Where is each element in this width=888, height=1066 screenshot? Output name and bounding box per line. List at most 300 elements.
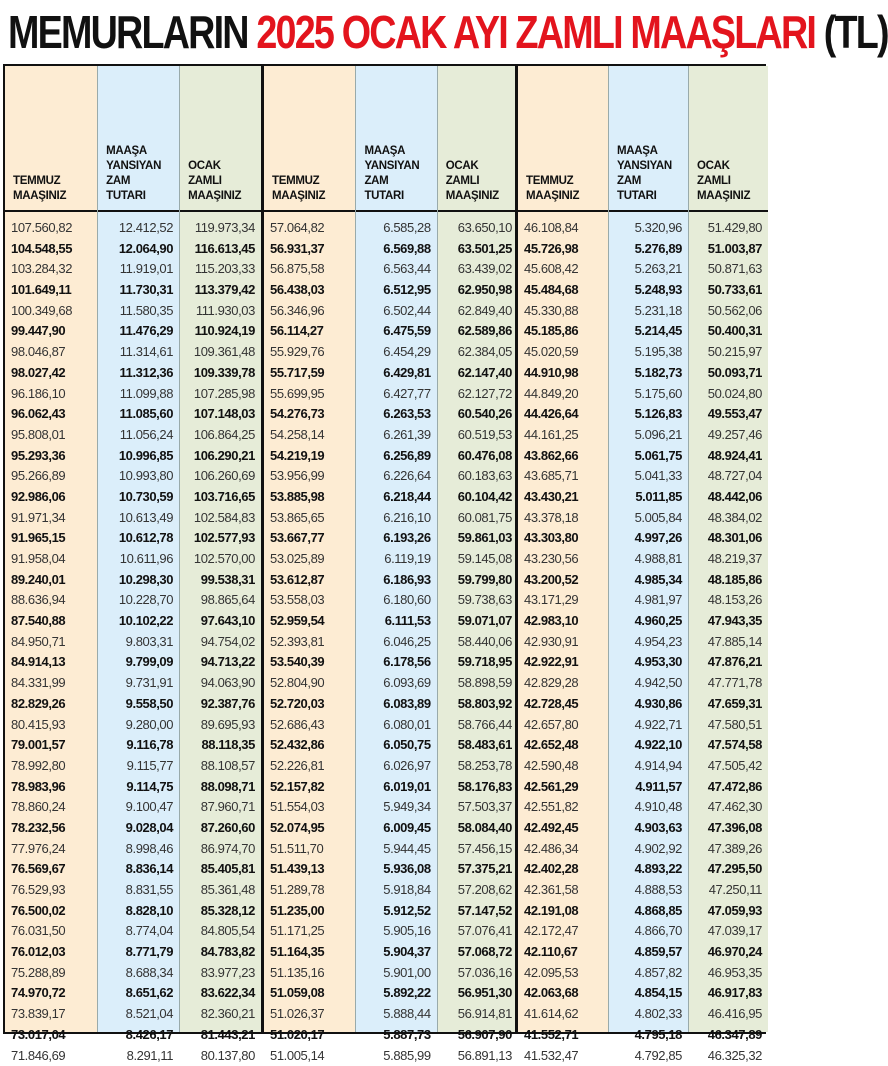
table-cell: 5.263,21 [609,259,688,280]
table-cell: 80.137,80 [180,1046,261,1066]
table-cell: 50.733,61 [689,280,768,301]
table-cell: 82.360,21 [180,1004,261,1025]
table-cell: 51.289,78 [264,880,355,901]
table-cell: 102.584,83 [180,508,261,529]
table-cell: 101.649,11 [5,280,97,301]
table-cell: 47.659,31 [689,694,768,715]
table-cell: 47.505,42 [689,756,768,777]
table-cell: 87.960,71 [180,797,261,818]
table-cell: 42.922,91 [518,652,608,673]
table-cell: 9.731,91 [98,673,179,694]
table-cell: 9.028,04 [98,818,179,839]
table-cell: 42.172,47 [518,921,608,942]
table-cell: 5.901,00 [356,963,436,984]
title-part-date: 2025 OCAK AYI ZAMLI MAAŞLARI [256,6,823,58]
table-cell: 98.027,42 [5,363,97,384]
table-cell: 96.186,10 [5,384,97,405]
table-cell: 84.914,13 [5,652,97,673]
table-cell: 51.511,70 [264,839,355,860]
table-cell: 59.861,03 [438,528,518,549]
table-cell: 42.728,45 [518,694,608,715]
table-cell: 115.203,33 [180,259,261,280]
table-cell: 84.331,99 [5,673,97,694]
column-header-label: TEMMUZ MAAŞINIZ [272,174,325,204]
temmuz-maas-column [518,66,608,1032]
table-cell: 50.024,80 [689,384,768,405]
table-cell: 58.766,44 [438,715,518,736]
table-cell: 52.157,82 [264,777,355,798]
table-cell: 45.726,98 [518,239,608,260]
table-cell: 6.502,44 [356,301,436,322]
table-cell: 4.857,82 [609,963,688,984]
table-cell: 10.611,96 [98,549,179,570]
table-cell: 48.301,06 [689,528,768,549]
table-cell: 4.960,25 [609,611,688,632]
table-cell: 6.569,88 [356,239,436,260]
table-cell: 6.186,93 [356,570,436,591]
table-cell: 5.949,34 [356,797,436,818]
table-cell: 42.361,58 [518,880,608,901]
table-cell: 47.771,78 [689,673,768,694]
zam-tutari-column [608,66,688,1032]
table-cell: 51.164,35 [264,942,355,963]
table-cell: 89.240,01 [5,570,97,591]
table-cell: 87.260,60 [180,818,261,839]
table-cell: 52.226,81 [264,756,355,777]
table-cell: 42.551,82 [518,797,608,818]
table-cell: 43.303,80 [518,528,608,549]
table-cell: 6.218,44 [356,487,436,508]
table-cell: 60.476,08 [438,446,518,467]
table-cell: 52.686,43 [264,715,355,736]
ocak-zamli-maas-column [179,66,261,1032]
table-cell: 49.257,46 [689,425,768,446]
table-cell: 4.854,15 [609,983,688,1004]
table-cell: 83.977,23 [180,963,261,984]
table-cell: 53.865,65 [264,508,355,529]
table-cell: 100.349,68 [5,301,97,322]
table-cell: 41.552,71 [518,1025,608,1046]
table-cell: 47.885,14 [689,632,768,653]
table-cell: 4.981,97 [609,590,688,611]
table-cell: 5.888,44 [356,1004,436,1025]
zam-tutari-column [355,66,436,1032]
table-cell: 56.891,13 [438,1046,518,1066]
table-cell: 8.651,62 [98,983,179,1004]
table-cell: 51.429,80 [689,218,768,239]
table-cell: 5.320,96 [609,218,688,239]
table-cell: 42.191,08 [518,901,608,922]
table-cell: 76.031,50 [5,921,97,942]
table-cell: 46.953,35 [689,963,768,984]
table-cell: 99.538,31 [180,570,261,591]
table-cell: 50.093,71 [689,363,768,384]
table-cell: 6.119,19 [356,549,436,570]
table-cell: 5.182,73 [609,363,688,384]
table-cell: 91.965,15 [5,528,97,549]
table-cell: 51.171,25 [264,921,355,942]
table-cell: 77.976,24 [5,839,97,860]
table-cell: 60.104,42 [438,487,518,508]
table-cell: 48.153,26 [689,590,768,611]
table-cell: 42.063,68 [518,983,608,1004]
table-cell: 6.512,95 [356,280,436,301]
table-cell: 11.056,24 [98,425,179,446]
table-cell: 43.200,52 [518,570,608,591]
table-cell: 89.695,93 [180,715,261,736]
table-cell: 4.910,48 [609,797,688,818]
table-cell: 6.263,53 [356,404,436,425]
table-cell: 10.996,85 [98,446,179,467]
table-cell: 6.046,25 [356,632,436,653]
table-cell: 5.126,83 [609,404,688,425]
table-cell: 4.922,71 [609,715,688,736]
column-values [609,212,688,1066]
table-cell: 109.339,78 [180,363,261,384]
table-cell: 102.570,00 [180,549,261,570]
table-cell: 6.178,56 [356,652,436,673]
table-cell: 71.846,69 [5,1046,97,1066]
table-cell: 9.116,78 [98,735,179,756]
title-part-currency: (TL) [824,6,888,58]
table-cell: 47.876,21 [689,652,768,673]
table-cell: 88.098,71 [180,777,261,798]
table-cell: 88.636,94 [5,590,97,611]
table-cell: 50.400,31 [689,321,768,342]
table-cell: 6.083,89 [356,694,436,715]
table-cell: 58.483,61 [438,735,518,756]
table-cell: 9.100,47 [98,797,179,818]
table-cell: 6.009,45 [356,818,436,839]
table-cell: 43.685,71 [518,466,608,487]
table-cell: 43.430,21 [518,487,608,508]
table-cell: 48.185,86 [689,570,768,591]
table-cell: 75.288,89 [5,963,97,984]
column-values [438,212,518,1066]
table-cell: 45.020,59 [518,342,608,363]
table-cell: 46.325,32 [689,1046,768,1066]
table-cell: 107.148,03 [180,404,261,425]
table-cell: 62.147,40 [438,363,518,384]
table-cell: 53.558,03 [264,590,355,611]
table-cell: 42.590,48 [518,756,608,777]
table-cell: 43.230,56 [518,549,608,570]
table-cell: 63.439,02 [438,259,518,280]
table-cell: 42.657,80 [518,715,608,736]
table-cell: 106.864,25 [180,425,261,446]
ocak-zamli-maas-column [688,66,768,1032]
table-cell: 51.059,08 [264,983,355,1004]
table-cell: 56.931,37 [264,239,355,260]
table-cell: 51.439,13 [264,859,355,880]
table-cell: 107.285,98 [180,384,261,405]
table-cell: 8.831,55 [98,880,179,901]
table-cell: 76.500,02 [5,901,97,922]
table-cell: 4.954,23 [609,632,688,653]
table-cell: 5.214,45 [609,321,688,342]
table-cell: 47.472,86 [689,777,768,798]
table-cell: 5.005,84 [609,508,688,529]
table-cell: 11.476,29 [98,321,179,342]
table-cell: 59.799,80 [438,570,518,591]
column-header-label: MAAŞA YANSIYAN ZAM TUTARI [106,144,161,204]
table-cell: 57.208,62 [438,880,518,901]
column-header-label: MAAŞA YANSIYAN ZAM TUTARI [364,144,419,204]
table-cell: 44.426,64 [518,404,608,425]
table-cell: 6.111,53 [356,611,436,632]
table-cell: 47.943,35 [689,611,768,632]
column-header [356,66,436,212]
column-group-2 [261,66,518,1032]
table-cell: 62.384,05 [438,342,518,363]
table-cell: 5.904,37 [356,942,436,963]
table-cell: 103.284,32 [5,259,97,280]
table-cell: 60.081,75 [438,508,518,529]
table-cell: 8.688,34 [98,963,179,984]
table-cell: 4.903,63 [609,818,688,839]
table-cell: 51.554,03 [264,797,355,818]
table-cell: 8.771,79 [98,942,179,963]
table-cell: 47.059,93 [689,901,768,922]
table-cell: 4.922,10 [609,735,688,756]
table-cell: 6.427,77 [356,384,436,405]
table-cell: 94.713,22 [180,652,261,673]
table-cell: 10.993,80 [98,466,179,487]
table-cell: 46.108,84 [518,218,608,239]
table-cell: 58.803,92 [438,694,518,715]
table-cell: 42.486,34 [518,839,608,860]
table-cell: 59.071,07 [438,611,518,632]
table-cell: 50.215,97 [689,342,768,363]
table-cell: 51.026,37 [264,1004,355,1025]
table-cell: 57.064,82 [264,218,355,239]
table-cell: 4.942,50 [609,673,688,694]
table-cell: 5.892,22 [356,983,436,1004]
table-cell: 56.346,96 [264,301,355,322]
table-cell: 10.612,78 [98,528,179,549]
table-cell: 60.183,63 [438,466,518,487]
table-cell: 85.405,81 [180,859,261,880]
column-group-3 [515,66,768,1032]
table-cell: 42.561,29 [518,777,608,798]
table-cell: 62.127,72 [438,384,518,405]
table-cell: 78.983,96 [5,777,97,798]
table-cell: 59.718,95 [438,652,518,673]
table-cell: 47.580,51 [689,715,768,736]
table-cell: 4.868,85 [609,901,688,922]
table-cell: 94.754,02 [180,632,261,653]
table-cell: 6.180,60 [356,590,436,611]
table-cell: 4.914,94 [609,756,688,777]
table-cell: 63.650,10 [438,218,518,239]
table-cell: 43.862,66 [518,446,608,467]
table-cell: 56.114,27 [264,321,355,342]
table-cell: 84.805,54 [180,921,261,942]
table-cell: 92.387,76 [180,694,261,715]
table-cell: 73.839,17 [5,1004,97,1025]
table-cell: 119.973,34 [180,218,261,239]
table-cell: 103.716,65 [180,487,261,508]
table-cell: 52.432,86 [264,735,355,756]
table-cell: 8.291,11 [98,1046,179,1066]
table-cell: 10.228,70 [98,590,179,611]
table-cell: 4.997,26 [609,528,688,549]
table-cell: 56.438,03 [264,280,355,301]
table-cell: 55.699,95 [264,384,355,405]
table-cell: 106.260,69 [180,466,261,487]
table-cell: 42.110,67 [518,942,608,963]
table-cell: 5.944,45 [356,839,436,860]
table-cell: 54.219,19 [264,446,355,467]
temmuz-maas-column [5,66,97,1032]
column-header-label: MAAŞA YANSIYAN ZAM TUTARI [617,144,672,204]
column-header [518,66,608,212]
table-cell: 5.061,75 [609,446,688,467]
table-cell: 6.585,28 [356,218,436,239]
table-cell: 94.063,90 [180,673,261,694]
table-cell: 86.974,70 [180,839,261,860]
table-cell: 56.875,58 [264,259,355,280]
table-cell: 4.930,86 [609,694,688,715]
table-cell: 76.529,93 [5,880,97,901]
table-cell: 78.860,24 [5,797,97,818]
column-header-label: TEMMUZ MAAŞINIZ [526,174,579,204]
table-cell: 78.992,80 [5,756,97,777]
table-cell: 54.258,14 [264,425,355,446]
column-header [264,66,355,212]
table-cell: 5.905,16 [356,921,436,942]
table-cell: 8.774,04 [98,921,179,942]
table-cell: 42.095,53 [518,963,608,984]
column-values [264,212,355,1066]
table-cell: 4.792,85 [609,1046,688,1066]
table-cell: 42.402,28 [518,859,608,880]
table-cell: 55.929,76 [264,342,355,363]
column-values [518,212,608,1066]
table-cell: 5.887,73 [356,1025,436,1046]
table-cell: 82.829,26 [5,694,97,715]
table-cell: 4.985,34 [609,570,688,591]
table-cell: 58.084,40 [438,818,518,839]
table-cell: 99.447,90 [5,321,97,342]
table-cell: 57.076,41 [438,921,518,942]
table-cell: 10.102,22 [98,611,179,632]
table-cell: 58.253,78 [438,756,518,777]
table-cell: 5.276,89 [609,239,688,260]
table-cell: 46.416,95 [689,1004,768,1025]
table-cell: 4.866,70 [609,921,688,942]
table-cell: 46.970,24 [689,942,768,963]
table-cell: 4.795,18 [609,1025,688,1046]
table-cell: 97.643,10 [180,611,261,632]
column-values [356,212,436,1066]
table-cell: 116.613,45 [180,239,261,260]
table-cell: 9.799,09 [98,652,179,673]
table-cell: 47.039,17 [689,921,768,942]
temmuz-maas-column [264,66,355,1032]
table-cell: 60.519,53 [438,425,518,446]
table-cell: 46.917,83 [689,983,768,1004]
table-cell: 5.912,52 [356,901,436,922]
table-cell: 55.717,59 [264,363,355,384]
table-cell: 46.347,89 [689,1025,768,1046]
table-cell: 95.808,01 [5,425,97,446]
table-cell: 10.298,30 [98,570,179,591]
table-cell: 102.577,93 [180,528,261,549]
table-cell: 62.849,40 [438,301,518,322]
table-cell: 5.936,08 [356,859,436,880]
table-cell: 57.503,37 [438,797,518,818]
table-cell: 60.540,26 [438,404,518,425]
table-cell: 109.361,48 [180,342,261,363]
table-cell: 6.226,64 [356,466,436,487]
table-cell: 83.622,34 [180,983,261,1004]
table-cell: 73.017,04 [5,1025,97,1046]
table-cell: 5.096,21 [609,425,688,446]
table-cell: 88.108,57 [180,756,261,777]
table-cell: 5.175,60 [609,384,688,405]
table-cell: 8.521,04 [98,1004,179,1025]
table-cell: 62.589,86 [438,321,518,342]
table-cell: 5.918,84 [356,880,436,901]
table-cell: 4.911,57 [609,777,688,798]
table-cell: 10.730,59 [98,487,179,508]
table-cell: 57.068,72 [438,942,518,963]
table-cell: 10.613,49 [98,508,179,529]
table-cell: 104.548,55 [5,239,97,260]
table-cell: 88.118,35 [180,735,261,756]
table-cell: 8.836,14 [98,859,179,880]
table-cell: 4.888,53 [609,880,688,901]
table-cell: 44.161,25 [518,425,608,446]
ocak-zamli-maas-column [437,66,518,1032]
table-cell: 59.145,08 [438,549,518,570]
table-cell: 52.959,54 [264,611,355,632]
table-cell: 6.026,97 [356,756,436,777]
table-cell: 98.046,87 [5,342,97,363]
table-cell: 41.614,62 [518,1004,608,1025]
column-values [98,212,179,1066]
table-cell: 85.328,12 [180,901,261,922]
table-cell: 11.085,60 [98,404,179,425]
table-cell: 53.956,99 [264,466,355,487]
table-cell: 110.924,19 [180,321,261,342]
table-cell: 107.560,82 [5,218,97,239]
table-cell: 92.986,06 [5,487,97,508]
table-cell: 45.608,42 [518,259,608,280]
table-cell: 6.261,39 [356,425,436,446]
table-cell: 45.330,88 [518,301,608,322]
table-cell: 42.652,48 [518,735,608,756]
table-cell: 52.074,95 [264,818,355,839]
table-cell: 11.312,36 [98,363,179,384]
table-cell: 6.429,81 [356,363,436,384]
table-cell: 54.276,73 [264,404,355,425]
table-cell: 62.950,98 [438,280,518,301]
table-cell: 44.910,98 [518,363,608,384]
column-header [438,66,518,212]
table-cell: 6.216,10 [356,508,436,529]
column-header-label: OCAK ZAMLI MAAŞINIZ [697,159,750,204]
zam-tutari-column [97,66,179,1032]
table-cell: 53.540,39 [264,652,355,673]
table-cell: 43.171,29 [518,590,608,611]
table-cell: 51.003,87 [689,239,768,260]
table-cell: 53.667,77 [264,528,355,549]
table-cell: 4.802,33 [609,1004,688,1025]
table-cell: 11.919,01 [98,259,179,280]
table-cell: 56.951,30 [438,983,518,1004]
